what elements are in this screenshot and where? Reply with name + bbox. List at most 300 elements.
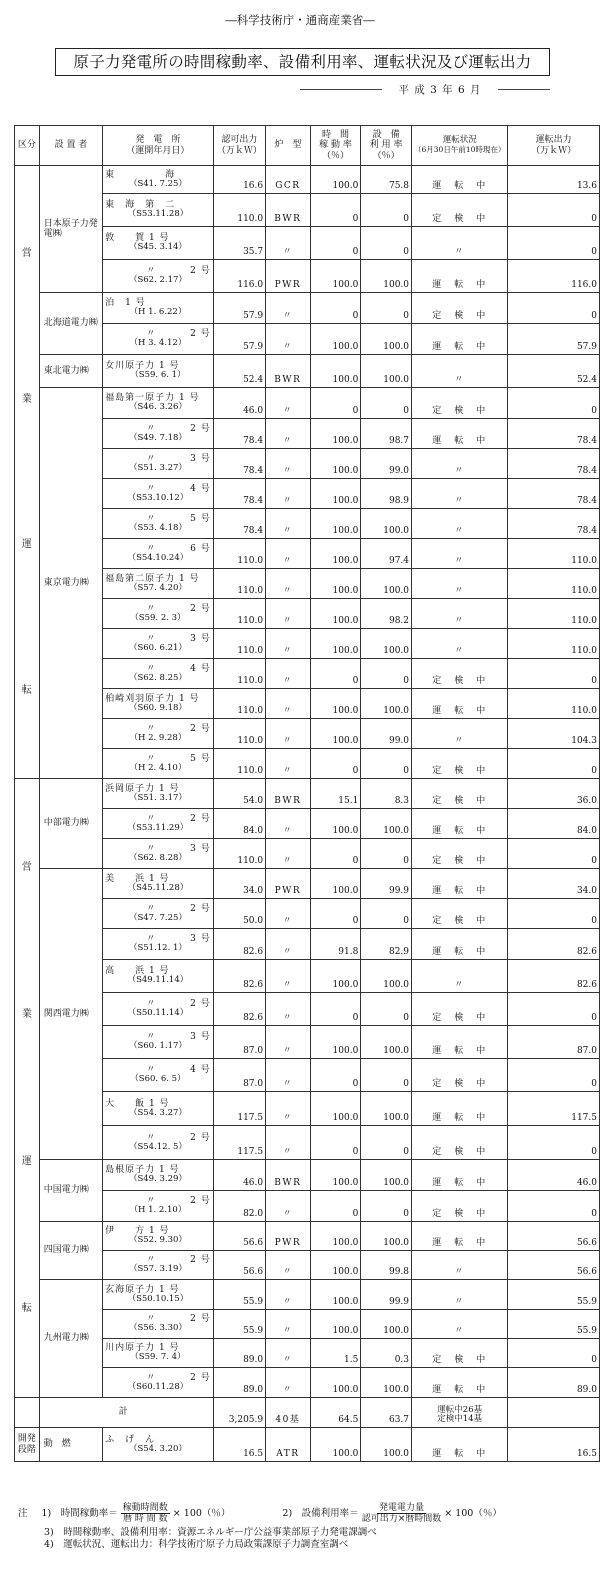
output-cell: 55.9 (508, 1280, 600, 1310)
plant-cell (103, 293, 214, 324)
plant-cell (103, 719, 214, 749)
capacity-cell: 56.6 (213, 1222, 265, 1251)
status-cell: 〃 (412, 539, 508, 569)
output-cell: 110.0 (508, 629, 600, 659)
output-cell: 57.9 (508, 324, 600, 355)
table-row (15, 449, 600, 479)
reactor-type-cell: 〃 (266, 509, 310, 539)
status-cell: 定 検 中 (412, 659, 508, 689)
operator-cell: 中部電力㈱ (39, 779, 102, 869)
output-cell: 0 (508, 194, 600, 227)
plant-start-date: （S45. 3.14） (128, 242, 187, 253)
util-rate-cell: 100.0 (361, 960, 412, 993)
status-cell: 定 検 中 (412, 779, 508, 809)
plant-name: 〃 6 号 (146, 543, 211, 554)
reactor-type-cell: 〃 (266, 1059, 310, 1092)
dev-plant-cell (103, 1428, 214, 1462)
plant-start-date: （S62. 8.25） (128, 672, 187, 683)
time-rate-cell: 100.0 (310, 1026, 361, 1059)
total-inspection: 定検中14基 (437, 1414, 483, 1425)
plant-name: 大 飯 1 号 (105, 1098, 170, 1109)
plant-name: 〃 3 号 (146, 633, 211, 644)
output-cell: 0 (508, 749, 600, 779)
reactor-type-cell: 〃 (266, 809, 310, 839)
util-rate-cell: 99.0 (361, 719, 412, 749)
dev-reactor-type: ATR (266, 1428, 310, 1462)
capacity-cell: 82.6 (213, 929, 265, 960)
output-cell: 110.0 (508, 689, 600, 719)
section-char: 営 (21, 247, 32, 259)
note-prefix: 注 (18, 1507, 28, 1519)
capacity-cell: 110.0 (213, 629, 265, 659)
reactor-type-cell: GCR (266, 166, 310, 194)
util-rate-cell: 82.9 (361, 929, 412, 960)
output-cell: 0 (508, 1126, 600, 1160)
status-cell: 運 転 中 (412, 869, 508, 899)
reactor-type-cell: 〃 (266, 629, 310, 659)
status-cell: 定 検 中 (412, 293, 508, 324)
util-rate-cell: 99.8 (361, 1251, 412, 1280)
header-time-rate: 時 間 稼 動 率 （％） (310, 126, 361, 166)
output-cell: 0 (508, 388, 600, 419)
reactor-type-cell: 〃 (266, 293, 310, 324)
table-row (15, 869, 600, 899)
util-rate-cell: 98.7 (361, 419, 412, 449)
time-rate-cell: 100.0 (310, 1280, 361, 1310)
time-rate-cell: 100.0 (310, 1368, 361, 1398)
time-rate-cell: 100.0 (310, 1092, 361, 1126)
plant-name: 敦 賀 1 号 (105, 233, 170, 244)
plant-name: 高 浜 1 号 (105, 966, 170, 977)
table-row (15, 749, 600, 779)
plant-cell (103, 1026, 214, 1059)
table-row (15, 293, 600, 324)
output-cell: 117.5 (508, 1092, 600, 1126)
util-rate-cell: 0 (361, 293, 412, 324)
plant-cell (103, 1339, 214, 1368)
time-rate-cell: 100.0 (310, 260, 361, 293)
time-rate-cell: 100.0 (310, 1160, 361, 1191)
plant-name: 〃 3 号 (146, 1032, 211, 1043)
dev-util-rate: 100.0 (361, 1428, 412, 1462)
capacity-cell: 89.0 (213, 1368, 265, 1398)
total-output-cell (508, 1398, 600, 1428)
table-row (15, 719, 600, 749)
output-cell: 56.6 (508, 1251, 600, 1280)
time-rate-cell: 100.0 (310, 1251, 361, 1280)
reactor-type-cell: 〃 (266, 569, 310, 599)
status-cell: 定 検 中 (412, 1191, 508, 1222)
plant-cell (103, 1368, 214, 1398)
capacity-cell: 50.0 (213, 899, 265, 929)
util-rate-cell: 0 (361, 899, 412, 929)
plant-name: 〃 2 号 (146, 1314, 211, 1325)
agency-header: ―科学技術庁・通商産業省― (225, 13, 375, 27)
plant-start-date: （S60. 1.17） (128, 1041, 187, 1052)
output-cell: 104.3 (508, 719, 600, 749)
output-cell: 13.6 (508, 166, 600, 194)
note-3: 3) 時間稼動率、設備利用率：資源エネルギー庁公益事業部原子力発電課調べ (44, 1526, 377, 1538)
plant-start-date: （S49. 7.18） (128, 432, 187, 443)
output-cell: 82.6 (508, 960, 600, 993)
plant-start-date: （S51. 3.27） (128, 462, 187, 473)
util-rate-cell: 0 (361, 659, 412, 689)
time-rate-cell: 100.0 (310, 629, 361, 659)
note-1-fraction: $\frac{\text{稼動時間数}}{\text{暦 時 間 数}}$ (122, 1503, 168, 1525)
status-cell: 〃 (412, 509, 508, 539)
table-row (15, 166, 600, 194)
plant-start-date: （S45.11.28） (127, 882, 189, 893)
plant-name: 福島第二原子力 1 号 (105, 573, 200, 584)
plant-start-date: （S60. 6. 5） (130, 1074, 186, 1085)
date-rule-left (300, 89, 382, 90)
plant-start-date: （S51.12. 1） (128, 943, 187, 954)
reactor-type-cell: 〃 (266, 1251, 310, 1280)
reactor-type-cell: PWR (266, 260, 310, 293)
plant-start-date: （S59. 7. 4） (130, 1352, 186, 1363)
report-date: 平 成 3 年 6 月 (398, 84, 482, 96)
capacity-cell: 78.4 (213, 509, 265, 539)
capacity-cell: 117.5 (213, 1126, 265, 1160)
plant-name: 〃 2 号 (146, 813, 211, 824)
operator-cell: 北海道電力㈱ (39, 293, 102, 355)
plant-name: 〃 5 号 (146, 513, 211, 524)
capacity-cell: 35.7 (213, 227, 265, 260)
plant-start-date: （S59. 6. 1） (130, 370, 186, 381)
plant-cell (103, 1222, 214, 1251)
dev-capacity: 16.5 (213, 1428, 265, 1462)
dev-time-rate: 100.0 (310, 1428, 361, 1462)
reactor-type-cell: 〃 (266, 749, 310, 779)
plant-name: 〃 2 号 (146, 266, 211, 277)
output-cell: 87.0 (508, 1026, 600, 1059)
capacity-cell: 82.0 (213, 1191, 265, 1222)
table-row (15, 993, 600, 1026)
section-char: 転 (21, 685, 32, 697)
plant-cell (103, 509, 214, 539)
date-rule-right (498, 89, 550, 90)
reactor-type-cell: BWR (266, 779, 310, 809)
plant-cell (103, 1310, 214, 1339)
note-2-fraction: $\frac{\text{発電電力量}}{\text{認可出力×暦時間数}}$ (361, 1503, 442, 1525)
capacity-cell: 34.0 (213, 869, 265, 899)
section-char: 運 (21, 539, 32, 551)
util-rate-cell: 0 (361, 1126, 412, 1160)
status-cell: 定 検 中 (412, 1339, 508, 1368)
note-row-1 (18, 1503, 588, 1525)
capacity-cell: 54.0 (213, 779, 265, 809)
plant-name: 〃 4 号 (146, 663, 211, 674)
plant-cell (103, 324, 214, 355)
total-util-rate: 63.7 (361, 1398, 412, 1428)
plant-table (14, 125, 600, 1462)
status-cell: 〃 (412, 1310, 508, 1339)
dev-plant-date: （S54. 3.20） (128, 1443, 187, 1454)
table-row (15, 569, 600, 599)
section-label (15, 779, 40, 1398)
output-cell: 52.4 (508, 355, 600, 388)
plant-start-date: （S50.11.14） (127, 1008, 189, 1019)
plant-cell (103, 1251, 214, 1280)
plant-cell (103, 993, 214, 1026)
capacity-cell: 110.0 (213, 599, 265, 629)
reactor-type-cell: 〃 (266, 689, 310, 719)
time-rate-cell: 91.8 (310, 929, 361, 960)
table-row (15, 1092, 600, 1126)
status-cell: 定 検 中 (412, 388, 508, 419)
status-cell: 〃 (412, 227, 508, 260)
section-label-chars (17, 794, 37, 1383)
time-rate-cell: 100.0 (310, 1310, 361, 1339)
table-row (15, 1280, 600, 1310)
util-rate-cell: 0 (361, 194, 412, 227)
capacity-cell: 110.0 (213, 659, 265, 689)
capacity-cell: 82.6 (213, 993, 265, 1026)
reactor-type-cell: 〃 (266, 1310, 310, 1339)
reactor-type-cell: BWR (266, 1160, 310, 1191)
reactor-type-cell: 〃 (266, 1280, 310, 1310)
plant-start-date: （S50.10.15） (127, 1293, 189, 1304)
time-rate-cell: 0 (310, 899, 361, 929)
status-cell: 〃 (412, 355, 508, 388)
reactor-type-cell: 〃 (266, 1191, 310, 1222)
util-rate-cell: 100.0 (361, 1160, 412, 1191)
status-cell: 〃 (412, 569, 508, 599)
operator-cell: 東京電力㈱ (39, 388, 102, 779)
output-cell: 110.0 (508, 569, 600, 599)
util-rate-cell: 75.8 (361, 166, 412, 194)
util-rate-cell: 100.0 (361, 809, 412, 839)
plant-start-date: （S46. 3.26） (128, 402, 187, 413)
section-char: 業 (21, 393, 32, 405)
plant-name: 〃 2 号 (146, 723, 211, 734)
total-kubun-cell (15, 1398, 40, 1428)
time-rate-cell: 1.5 (310, 1339, 361, 1368)
status-cell: 運 転 中 (412, 419, 508, 449)
plant-name: 泊 1 号 (105, 298, 146, 309)
plant-name: 〃 2 号 (146, 999, 211, 1010)
note-4: 4) 運転状況、運転出力：科学技術庁原子力局政策課原子力調査室調べ (44, 1539, 349, 1551)
util-rate-cell: 100.0 (361, 1310, 412, 1339)
note-1-tail: × 100（％） (172, 1507, 231, 1519)
total-label: 計 (39, 1398, 213, 1428)
section-label-chars (17, 181, 37, 764)
plant-cell (103, 1126, 214, 1160)
operator-cell: 関西電力㈱ (39, 869, 102, 1160)
time-rate-cell: 15.1 (310, 779, 361, 809)
plant-start-date: （S62. 2.17） (128, 275, 187, 286)
plant-cell (103, 419, 214, 449)
header-plant: 発 電 所 （運開年月日） (103, 126, 214, 166)
plant-name: 〃 2 号 (146, 1372, 211, 1383)
util-rate-cell: 100.0 (361, 1222, 412, 1251)
plant-cell (103, 355, 214, 388)
plant-name: 島根原子力 1 号 (105, 1165, 180, 1176)
dev-output: 16.5 (508, 1428, 600, 1462)
status-cell: 運 転 中 (412, 166, 508, 194)
capacity-cell: 78.4 (213, 479, 265, 509)
plant-start-date: （S54. 3.27） (128, 1107, 187, 1118)
util-rate-cell: 0 (361, 388, 412, 419)
table-row (15, 355, 600, 388)
status-cell: 運 転 中 (412, 260, 508, 293)
total-capacity: 3,205.9 (213, 1398, 265, 1428)
capacity-cell: 55.9 (213, 1310, 265, 1339)
plant-cell (103, 1280, 214, 1310)
dev-kubun: 開発段階 (15, 1428, 40, 1462)
util-rate-cell: 8.3 (361, 779, 412, 809)
time-rate-cell: 0 (310, 1126, 361, 1160)
table-row (15, 260, 600, 293)
status-cell: 運 転 中 (412, 1368, 508, 1398)
reactor-type-cell: 〃 (266, 599, 310, 629)
header-status: 運転状況 （6月30日午前10時現在） (412, 126, 508, 166)
table-row (15, 1160, 600, 1191)
plant-cell (103, 779, 214, 809)
plant-start-date: （S53.11.29） (127, 822, 189, 833)
section-char: 転 (21, 1303, 32, 1315)
util-rate-cell: 0 (361, 749, 412, 779)
output-cell: 0 (508, 1191, 600, 1222)
output-cell: 0 (508, 993, 600, 1026)
time-rate-cell: 0 (310, 1059, 361, 1092)
capacity-cell: 56.6 (213, 1251, 265, 1280)
util-rate-cell: 98.9 (361, 479, 412, 509)
capacity-cell: 117.5 (213, 1092, 265, 1126)
plant-name: 玄海原子力 1 号 (105, 1284, 180, 1295)
plant-name: 〃 2 号 (146, 329, 211, 340)
util-rate-cell: 98.2 (361, 599, 412, 629)
output-cell: 56.6 (508, 1222, 600, 1251)
table-row (15, 419, 600, 449)
section-label (15, 166, 40, 779)
time-rate-cell: 100.0 (310, 539, 361, 569)
output-cell: 78.4 (508, 449, 600, 479)
output-cell: 34.0 (508, 869, 600, 899)
util-rate-cell: 99.9 (361, 1280, 412, 1310)
time-rate-cell: 0 (310, 1191, 361, 1222)
plant-start-date: （S56. 3.30） (128, 1323, 187, 1334)
plant-cell (103, 659, 214, 689)
plant-start-date: （S49.11.14） (127, 975, 189, 986)
util-rate-cell: 99.0 (361, 449, 412, 479)
output-cell: 78.4 (508, 419, 600, 449)
status-cell: 〃 (412, 599, 508, 629)
status-cell: 運 転 中 (412, 1092, 508, 1126)
table-row (15, 539, 600, 569)
output-cell: 110.0 (508, 599, 600, 629)
plant-name: 〃 3 号 (146, 934, 211, 945)
table-row (15, 629, 600, 659)
time-rate-cell: 100.0 (310, 449, 361, 479)
plant-name: 〃 2 号 (146, 1132, 211, 1143)
reactor-type-cell: 〃 (266, 1368, 310, 1398)
dev-status: 運 転 中 (412, 1428, 508, 1462)
capacity-cell: 57.9 (213, 293, 265, 324)
time-rate-cell: 0 (310, 839, 361, 869)
operator-cell: 東北電力㈱ (39, 355, 102, 388)
output-cell: 0 (508, 839, 600, 869)
table-row (15, 1126, 600, 1160)
table-row (15, 227, 600, 260)
reactor-type-cell: 〃 (266, 324, 310, 355)
time-rate-cell: 0 (310, 194, 361, 227)
output-cell: 0 (508, 227, 600, 260)
capacity-cell: 52.4 (213, 355, 265, 388)
plant-start-date: （S41. 7.25） (128, 178, 187, 189)
plant-name: 〃 2 号 (146, 423, 211, 434)
capacity-cell: 16.6 (213, 166, 265, 194)
time-rate-cell: 0 (310, 388, 361, 419)
plant-start-date: （S54.12. 5） (128, 1141, 187, 1152)
status-cell: 運 転 中 (412, 1026, 508, 1059)
output-cell: 82.6 (508, 929, 600, 960)
util-rate-cell: 100.0 (361, 324, 412, 355)
time-rate-cell: 100.0 (310, 509, 361, 539)
operator-cell: 日本原子力発電㈱ (39, 166, 102, 293)
reactor-type-cell: 〃 (266, 1026, 310, 1059)
plant-name: 東 海 第 二 (105, 200, 176, 211)
reactor-type-cell: 〃 (266, 1126, 310, 1160)
time-rate-cell: 100.0 (310, 719, 361, 749)
status-cell: 運 転 中 (412, 929, 508, 960)
status-cell: 運 転 中 (412, 1160, 508, 1191)
plant-name: 〃 4 号 (146, 1065, 211, 1076)
time-rate-cell: 100.0 (310, 960, 361, 993)
plant-cell (103, 569, 214, 599)
plant-start-date: （S53. 4.18） (128, 522, 187, 533)
reactor-type-cell: BWR (266, 194, 310, 227)
util-rate-cell: 100.0 (361, 1092, 412, 1126)
status-cell: 運 転 中 (412, 689, 508, 719)
plant-cell (103, 227, 214, 260)
reactor-type-cell: BWR (266, 355, 310, 388)
table-row (15, 1059, 600, 1092)
capacity-cell: 89.0 (213, 1339, 265, 1368)
plant-cell (103, 539, 214, 569)
util-rate-cell: 100.0 (361, 689, 412, 719)
time-rate-cell: 100.0 (310, 569, 361, 599)
util-rate-cell: 99.9 (361, 869, 412, 899)
dev-operator: 動 燃 (39, 1428, 102, 1462)
plant-cell (103, 260, 214, 293)
table-row (15, 509, 600, 539)
capacity-cell: 78.4 (213, 419, 265, 449)
plant-cell (103, 479, 214, 509)
plant-cell (103, 1092, 214, 1126)
plant-name: 柏崎刈羽原子力 1 号 (105, 693, 200, 704)
page-title: 原子力発電所の時間稼動率、設備利用率、運転状況及び運転出力 (55, 48, 550, 76)
plant-start-date: （H 3. 4.12） (129, 338, 187, 349)
header-reactor: 炉 型 (266, 126, 310, 166)
header-operator: 設 置 者 (39, 126, 102, 166)
reactor-type-cell: 〃 (266, 899, 310, 929)
reactor-type-cell: 〃 (266, 659, 310, 689)
status-cell: 定 検 中 (412, 899, 508, 929)
plant-name: 川内原子力 1 号 (105, 1343, 180, 1354)
section-char: 運 (21, 1156, 32, 1168)
util-rate-cell: 0 (361, 1059, 412, 1092)
output-cell: 78.4 (508, 509, 600, 539)
plant-start-date: （S60.11.28） (127, 1381, 189, 1392)
reactor-type-cell: 〃 (266, 719, 310, 749)
status-cell: 定 検 中 (412, 993, 508, 1026)
capacity-cell: 55.9 (213, 1280, 265, 1310)
plant-cell (103, 689, 214, 719)
plant-name: 〃 2 号 (146, 1255, 211, 1266)
capacity-cell: 110.0 (213, 194, 265, 227)
output-cell: 0 (508, 899, 600, 929)
